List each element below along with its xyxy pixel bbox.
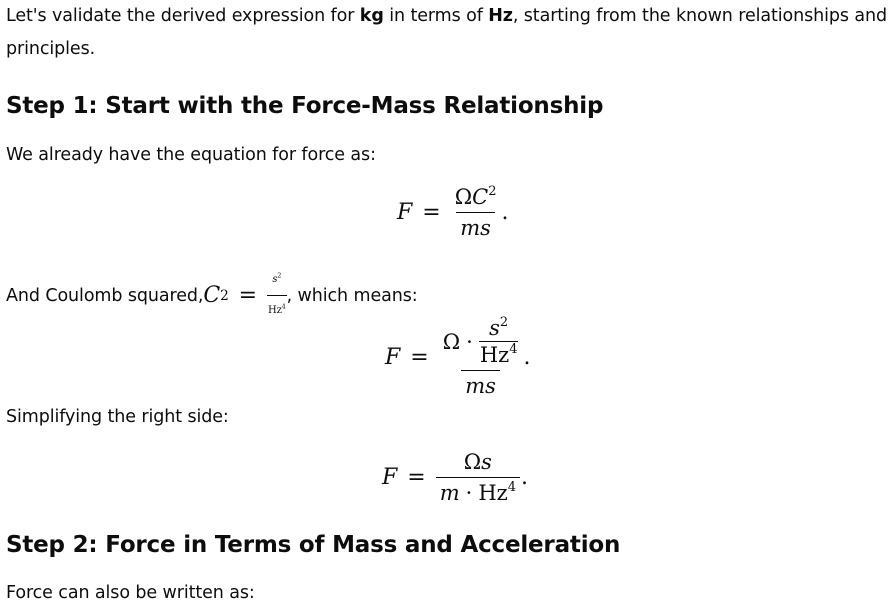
cdot: · (465, 481, 473, 505)
var-F: F (385, 344, 401, 370)
var-s: s (489, 316, 500, 340)
step1-paragraph: We already have the equation for force as: (6, 145, 376, 165)
numerator (460, 450, 496, 477)
fraction (451, 185, 501, 240)
coulomb-text-2: , which means: (286, 285, 418, 306)
equals-sign: = (410, 344, 429, 370)
coulomb-text-1: And Coulomb squared, (6, 285, 204, 306)
unit-Hz: Hz (267, 305, 282, 316)
numerator (451, 185, 501, 212)
exponent: 2 (488, 183, 497, 199)
period: . (523, 344, 531, 370)
unit-Hz: Hz (478, 481, 508, 505)
omega-symbol: Ω (463, 450, 482, 474)
step2-heading: Step 2: Force in Terms of Mass and Acceleration (6, 532, 621, 558)
coulomb-paragraph (6, 266, 418, 325)
intro-text-2: in terms of (383, 6, 489, 26)
denominator (267, 295, 287, 325)
denominator (456, 212, 495, 240)
exponent: 4 (509, 341, 518, 357)
numerator (439, 316, 523, 370)
intro-text-3: , starting from the known relationships and (512, 6, 888, 26)
step2-paragraph: Force can also be written as: (6, 583, 255, 603)
var-C: C (203, 282, 221, 308)
var-F: F (397, 200, 413, 225)
exponent: 4 (281, 303, 286, 311)
var-s: s (272, 274, 278, 285)
intro-text-1: Let's validate the derived expression for (6, 6, 360, 26)
inline-equation-coulomb: C 2 = $\frac{s^2}{Hz^4}$ (203, 266, 286, 325)
numerator (271, 266, 282, 295)
var-m: m (439, 481, 460, 505)
fraction (436, 450, 520, 505)
exponent: 2 (277, 272, 282, 280)
intro-paragraph (6, 2, 887, 30)
kg-term: kg (359, 6, 384, 26)
denominator (436, 477, 520, 505)
equals-sign: = (238, 282, 257, 308)
var-ms: ms (460, 216, 491, 240)
fraction (439, 316, 523, 398)
denominator (461, 370, 500, 398)
period: . (501, 200, 509, 225)
numerator (488, 316, 509, 341)
var-C: C (472, 185, 489, 209)
step1-heading: Step 1: Start with the Force-Mass Relationship (6, 93, 604, 119)
equation-force-1 (397, 185, 508, 240)
equals-sign: = (422, 200, 441, 225)
var-s: s (481, 450, 492, 474)
period: . (520, 465, 528, 490)
omega-symbol: Ω (454, 185, 473, 209)
inline-fraction (267, 266, 287, 325)
simplify-paragraph: Simplifying the right side: (6, 407, 229, 427)
hz-term: Hz (488, 6, 513, 26)
omega-symbol: Ω (442, 329, 461, 354)
var-F: F (382, 465, 398, 490)
unit-Hz: Hz (479, 343, 510, 367)
intro-paragraph-line2: principles. (6, 39, 96, 59)
cdot: · (466, 329, 473, 354)
equation-force-3 (382, 450, 528, 505)
exponent: 4 (507, 479, 516, 495)
var-ms: ms (465, 374, 496, 398)
equation-force-2 (385, 316, 530, 398)
exponent: 2 (499, 314, 509, 330)
denominator (479, 341, 519, 367)
equals-sign: = (407, 465, 426, 490)
nested-fraction (479, 316, 519, 367)
